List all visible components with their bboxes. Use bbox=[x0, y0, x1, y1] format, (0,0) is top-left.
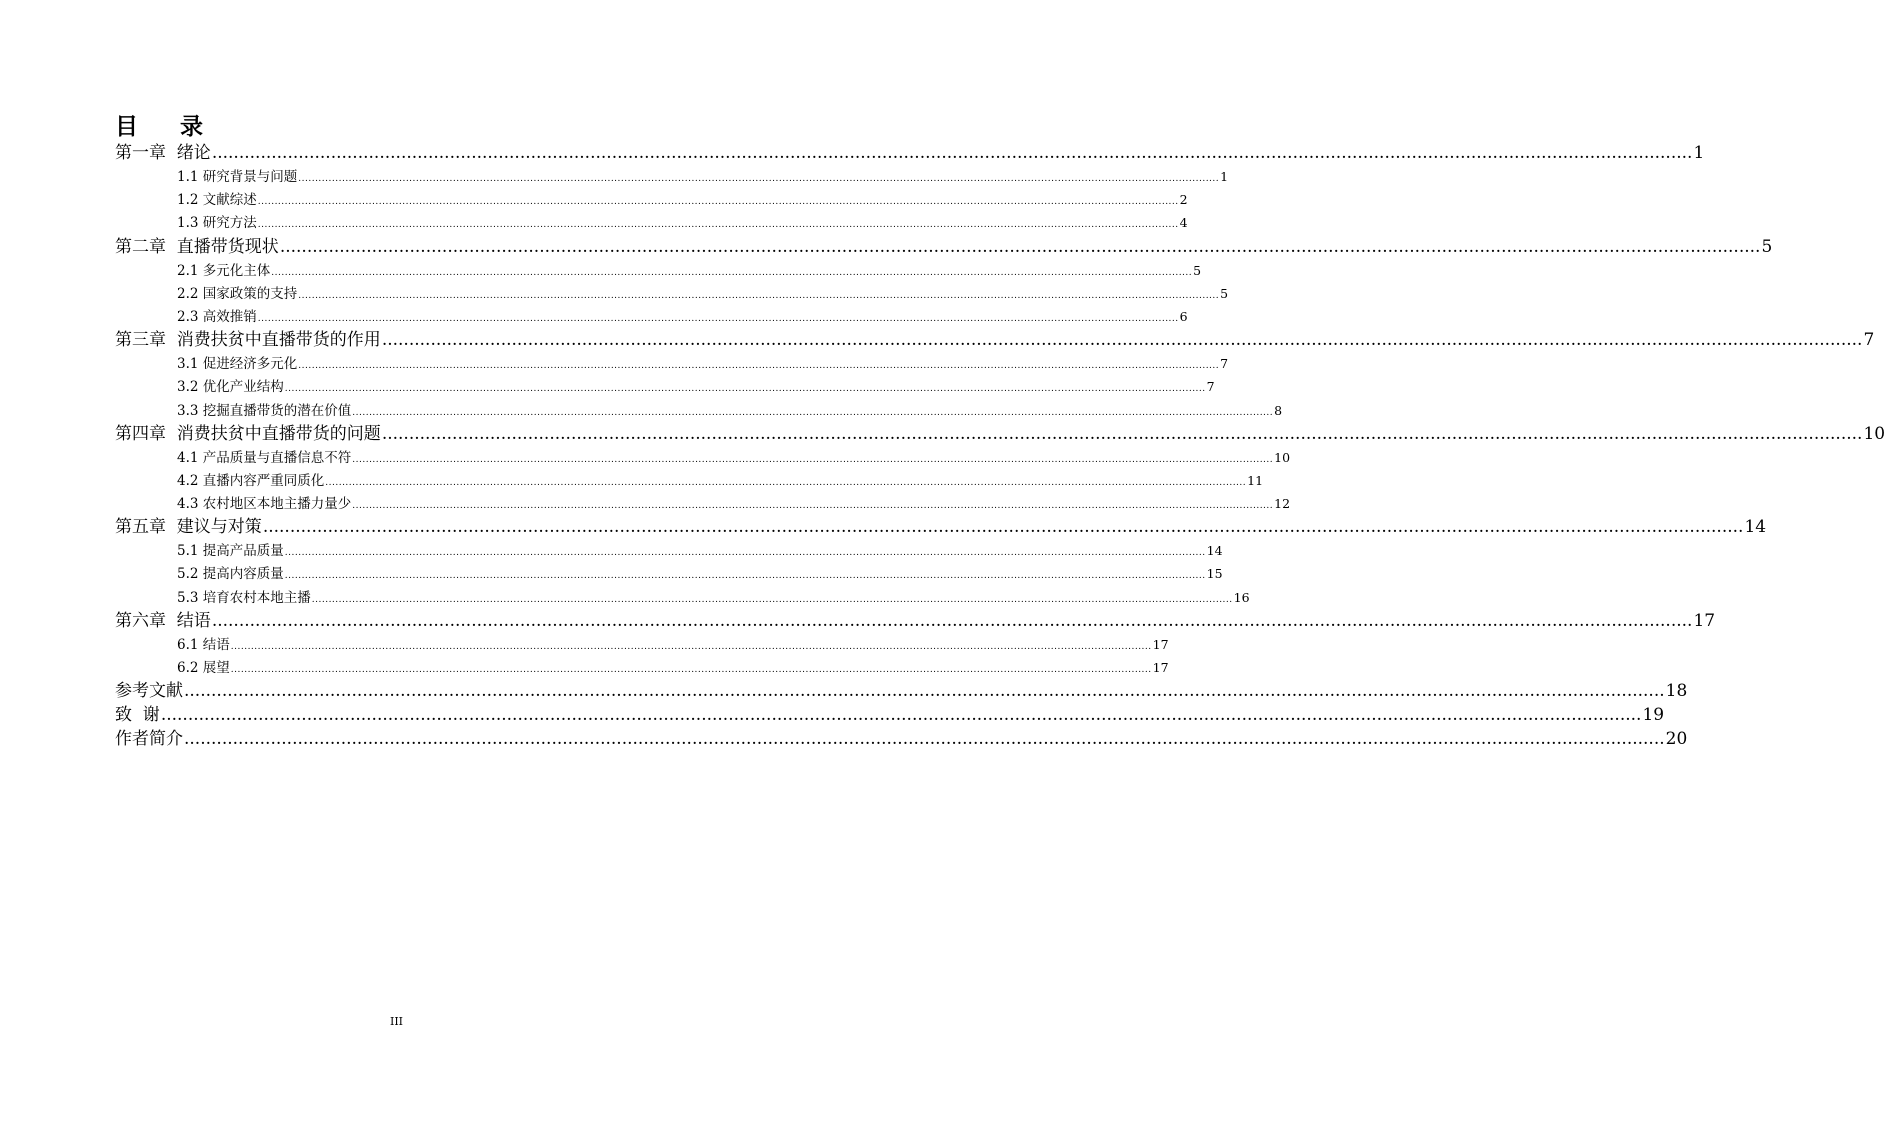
toc-entry-label: 3.1 促进经济多元化 bbox=[177, 356, 298, 373]
toc-leader-dots: .................................................................................................................................................................................................................................................................................. bbox=[381, 330, 1863, 351]
toc-entry-page: 10 bbox=[1274, 449, 1291, 465]
toc-entry-page: 7 bbox=[1220, 356, 1229, 372]
toc-entry-label: 1.2 文献综述 bbox=[177, 192, 257, 209]
toc-entry-label: 5.2 提高内容质量 bbox=[177, 566, 284, 583]
toc-entry-label: 1.1 研究背景与问题 bbox=[177, 169, 298, 185]
toc-entry-label: 3.3 挖掘直播带货的潜在价值 bbox=[177, 402, 352, 419]
toc-leader-dots: .................................................................................................................................................................................................................................................................................. bbox=[184, 729, 1665, 750]
toc-leader-dots: .................................................................................................................................................................................................................................................................................. bbox=[325, 477, 1247, 488]
toc-leader-dots: .................................................................................................................................................................................................................................................................................. bbox=[230, 641, 1152, 652]
toc-leader-dots: .................................................................................................................................................................................................................................................................................. bbox=[257, 197, 1179, 208]
toc-entry-section[interactable] bbox=[115, 446, 1291, 469]
toc-leader-dots: .................................................................................................................................................................................................................................................................................. bbox=[298, 290, 1220, 301]
toc-entry-section[interactable] bbox=[115, 656, 1169, 679]
toc-entry-label: 第四章 消费扶贫中直播带货的问题 bbox=[115, 423, 381, 444]
toc-entry-chapter[interactable] bbox=[115, 235, 1773, 259]
toc-entry-references[interactable] bbox=[115, 679, 1688, 703]
toc-entry-page: 10 bbox=[1863, 423, 1885, 444]
toc-leader-dots: .................................................................................................................................................................................................................................................................................. bbox=[184, 681, 1665, 702]
toc-entry-section[interactable] bbox=[115, 469, 1264, 492]
toc-leader-dots: .................................................................................................................................................................................................................................................................................. bbox=[284, 571, 1206, 582]
toc-leader-dots: .................................................................................................................................................................................................................................................................................. bbox=[262, 517, 1744, 538]
toc-entry-author-bio[interactable] bbox=[115, 727, 1688, 751]
toc-leader-dots: .................................................................................................................................................................................................................................................................................. bbox=[271, 267, 1193, 278]
toc-entry-chapter[interactable] bbox=[115, 609, 1716, 633]
toc-entry-chapter[interactable] bbox=[115, 141, 1705, 165]
toc-leader-dots: .................................................................................................................................................................................................................................................................................. bbox=[257, 313, 1179, 324]
toc-entry-label: 第一章 绪论 bbox=[115, 143, 211, 163]
toc-entry-label: 5.1 提高产品质量 bbox=[177, 543, 284, 560]
toc-entry-chapter[interactable] bbox=[115, 515, 1767, 539]
toc-entry-page: 7 bbox=[1863, 330, 1875, 351]
toc-entry-page: 19 bbox=[1642, 705, 1665, 726]
toc-entry-page: 17 bbox=[1152, 660, 1169, 675]
toc-leader-dots: .................................................................................................................................................................................................................................................................................. bbox=[211, 610, 1693, 631]
toc-entry-page: 1 bbox=[1693, 143, 1705, 163]
toc-entry-section[interactable] bbox=[115, 211, 1188, 234]
toc-entry-section[interactable] bbox=[115, 188, 1188, 211]
toc-entry-label: 6.1 结语 bbox=[177, 636, 230, 653]
toc-list bbox=[115, 141, 1885, 751]
toc-entry-page: 17 bbox=[1693, 610, 1716, 631]
toc-leader-dots: .................................................................................................................................................................................................................................................................................. bbox=[284, 384, 1206, 395]
toc-entry-label: 4.1 产品质量与直播信息不符 bbox=[177, 449, 352, 466]
toc-entry-page: 5 bbox=[1193, 262, 1202, 278]
toc-entry-label: 参考文献 bbox=[115, 681, 183, 702]
toc-entry-page: 7 bbox=[1206, 379, 1215, 395]
toc-entry-page: 5 bbox=[1761, 236, 1773, 257]
toc-entry-page: 12 bbox=[1274, 496, 1291, 512]
toc-entry-label: 6.2 展望 bbox=[177, 660, 230, 676]
toc-entry-label: 1.3 研究方法 bbox=[177, 215, 257, 232]
toc-entry-section[interactable] bbox=[115, 375, 1215, 398]
toc-leader-dots: .................................................................................................................................................................................................................................................................................. bbox=[211, 143, 1693, 163]
toc-entry-label: 第六章 结语 bbox=[115, 610, 211, 631]
toc-entry-label: 2.2 国家政策的支持 bbox=[177, 285, 298, 302]
toc-title: 目 录 bbox=[115, 114, 206, 140]
toc-entry-label: 4.3 农村地区本地主播力量少 bbox=[177, 496, 352, 513]
toc-leader-dots: .................................................................................................................................................................................................................................................................................. bbox=[230, 665, 1152, 675]
toc-entry-section[interactable] bbox=[115, 352, 1229, 375]
toc-entry-label: 5.3 培育农村本地主播 bbox=[177, 589, 311, 606]
toc-entry-section[interactable] bbox=[115, 399, 1283, 422]
toc-entry-page: 11 bbox=[1247, 472, 1264, 488]
toc-entry-label: 2.1 多元化主体 bbox=[177, 262, 271, 279]
page-number: III bbox=[389, 1015, 404, 1028]
toc-leader-dots: .................................................................................................................................................................................................................................................................................. bbox=[257, 220, 1179, 231]
toc-entry-chapter[interactable] bbox=[115, 422, 1885, 446]
toc-entry-label: 作者简介 bbox=[115, 729, 183, 750]
toc-entry-page: 18 bbox=[1665, 681, 1688, 702]
toc-entry-label: 2.3 高效推销 bbox=[177, 308, 257, 325]
toc-entry-page: 14 bbox=[1206, 543, 1223, 559]
toc-leader-dots: .................................................................................................................................................................................................................................................................................. bbox=[352, 407, 1274, 418]
toc-leader-dots: .................................................................................................................................................................................................................................................................................. bbox=[352, 454, 1274, 465]
toc-entry-page: 4 bbox=[1179, 215, 1188, 231]
toc-entry-section[interactable] bbox=[115, 586, 1250, 609]
toc-entry-page: 6 bbox=[1179, 308, 1188, 324]
toc-entry-label: 4.2 直播内容严重同质化 bbox=[177, 472, 325, 489]
toc-leader-dots: .................................................................................................................................................................................................................................................................................. bbox=[298, 361, 1220, 372]
toc-entry-section[interactable] bbox=[115, 165, 1229, 188]
toc-entry-label: 致 谢 bbox=[115, 705, 160, 726]
toc-entry-page: 5 bbox=[1220, 285, 1229, 301]
toc-leader-dots: .................................................................................................................................................................................................................................................................................. bbox=[381, 423, 1863, 444]
toc-leader-dots: .................................................................................................................................................................................................................................................................................. bbox=[160, 705, 1642, 726]
toc-entry-acknowledgements[interactable] bbox=[115, 703, 1665, 727]
toc-leader-dots: .................................................................................................................................................................................................................................................................................. bbox=[352, 501, 1274, 512]
toc-entry-section[interactable] bbox=[115, 259, 1202, 282]
toc-entry-section[interactable] bbox=[115, 539, 1223, 562]
toc-entry-page: 2 bbox=[1179, 192, 1188, 208]
toc-entry-section[interactable] bbox=[115, 633, 1169, 656]
toc-entry-section[interactable] bbox=[115, 492, 1291, 515]
toc-entry-page: 17 bbox=[1152, 636, 1169, 652]
toc-entry-label: 3.2 优化产业结构 bbox=[177, 379, 284, 396]
toc-entry-label: 第五章 建议与对策 bbox=[115, 517, 262, 538]
toc-entry-page: 14 bbox=[1744, 517, 1767, 538]
toc-entry-page: 16 bbox=[1233, 589, 1250, 605]
toc-entry-page: 20 bbox=[1665, 729, 1688, 750]
toc-entry-page: 1 bbox=[1220, 169, 1229, 184]
toc-entry-label: 第三章 消费扶贫中直播带货的作用 bbox=[115, 330, 381, 351]
toc-leader-dots: .................................................................................................................................................................................................................................................................................. bbox=[284, 548, 1206, 559]
toc-entry-page: 15 bbox=[1206, 566, 1223, 582]
toc-entry-section[interactable] bbox=[115, 562, 1223, 585]
toc-entry-section[interactable] bbox=[115, 282, 1229, 305]
toc-leader-dots: .................................................................................................................................................................................................................................................................................. bbox=[311, 594, 1233, 605]
toc-leader-dots: .................................................................................................................................................................................................................................................................................. bbox=[298, 174, 1220, 184]
toc-entry-section[interactable] bbox=[115, 305, 1188, 328]
toc-entry-page: 8 bbox=[1274, 402, 1283, 418]
toc-entry-label: 第二章 直播带货现状 bbox=[115, 236, 279, 257]
toc-entry-chapter[interactable] bbox=[115, 328, 1875, 352]
toc-leader-dots: .................................................................................................................................................................................................................................................................................. bbox=[279, 236, 1761, 257]
